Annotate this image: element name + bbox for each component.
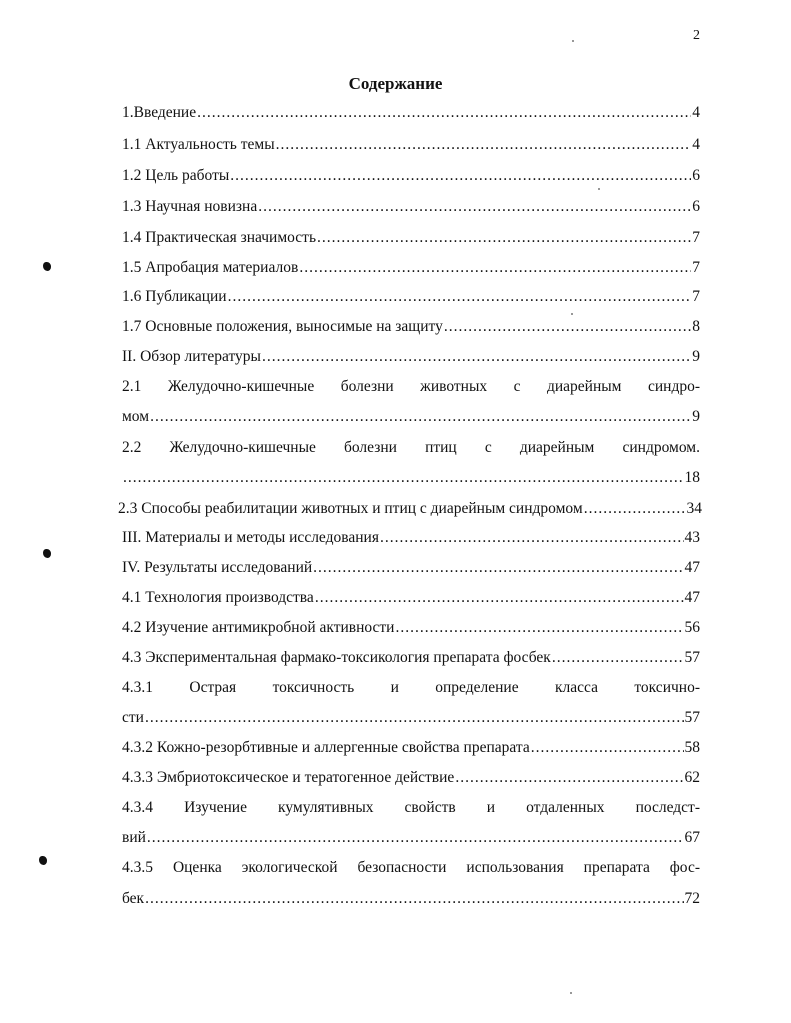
toc-entry-text: 4.2 Изучение антимикробной активности <box>122 619 395 636</box>
toc-entry-4-3-5-line1: 4.3.5 Оценка экологической безопасности использования препарата фос- <box>122 859 700 876</box>
toc-entry-page: 57 <box>684 649 700 666</box>
toc-entry-2-1-line1: 2.1 Желудочно-кишечные болезни животных с диарейным синдро- <box>122 378 700 395</box>
scan-speck <box>572 40 574 42</box>
toc-entry-text: сти <box>122 709 144 726</box>
toc-entry-page: 8 <box>692 318 700 335</box>
toc-entry-text: 1.4 Практическая значимость <box>122 229 317 246</box>
scan-speck <box>598 188 600 190</box>
toc-entry-1-2 <box>122 165 700 187</box>
leader-dots <box>455 767 683 789</box>
toc-entry-1-6 <box>122 286 700 308</box>
toc-entry-page: 58 <box>684 739 700 756</box>
toc-entry-page: 9 <box>692 408 700 425</box>
toc-entry-1-7 <box>122 316 700 338</box>
toc-entry-page: 56 <box>684 619 700 636</box>
toc-entry-text: мом <box>122 408 150 425</box>
scan-speck <box>570 992 572 994</box>
toc-entry-text: 1.1 Актуальность темы <box>122 136 275 153</box>
toc-entry-text: бек <box>122 890 145 907</box>
leader-dots <box>584 498 686 520</box>
leader-dots <box>276 134 692 156</box>
toc-entry-page: 72 <box>684 890 700 907</box>
page-number: 2 <box>693 28 700 43</box>
scan-speck <box>43 262 51 271</box>
toc-entry-2-2-line2 <box>122 467 700 489</box>
toc-entry-4-3-1-line2 <box>122 707 700 729</box>
toc-entry-4-3-2 <box>122 737 700 759</box>
toc-entry-1-3 <box>122 196 700 218</box>
leader-dots <box>197 102 691 124</box>
toc-entry-intro <box>122 102 700 124</box>
toc-entry-4-3-4-line1: 4.3.4 Изучение кумулятивных свойств и отдаленных последст- <box>122 799 700 816</box>
toc-entry-4-3-1-line1: 4.3.1 Острая токсичность и определение класса токсично- <box>122 679 700 696</box>
scan-speck <box>43 549 51 558</box>
toc-entry-page: 7 <box>692 288 700 305</box>
toc-entry-text: 4.3.3 Эмбриотоксическое и тератогенное действие <box>122 769 455 786</box>
toc-entry-page: 57 <box>684 709 700 726</box>
toc-entry-4-3 <box>122 647 700 669</box>
leader-dots <box>258 196 691 218</box>
toc-entry-4-3-3 <box>122 767 700 789</box>
toc-entry-page: 43 <box>684 529 700 546</box>
leader-dots <box>145 707 684 729</box>
toc-entry-chapter-4 <box>122 557 700 579</box>
toc-entry-4-1 <box>122 587 700 609</box>
toc-entry-page: 7 <box>692 229 700 246</box>
toc-title: Содержание <box>348 74 443 93</box>
toc-entry-text: 1.3 Научная новизна <box>122 198 258 215</box>
leader-dots <box>313 557 683 579</box>
leader-dots <box>380 527 684 549</box>
leader-dots <box>299 257 691 279</box>
toc-entry-page: 18 <box>684 469 700 486</box>
leader-dots <box>123 467 684 489</box>
toc-entry-text: 4.3.2 Кожно-резорбтивные и аллергенные свойства препарата <box>122 739 530 756</box>
toc-entry-chapter-2 <box>122 346 700 368</box>
toc-entry-text: 1.5 Апробация материалов <box>122 259 299 276</box>
toc-entry-page: 47 <box>684 589 700 606</box>
toc-entry-4-3-5-line2 <box>122 888 700 910</box>
toc-entry-2-1-line2 <box>122 406 700 428</box>
scan-speck <box>571 313 573 315</box>
toc-entry-text: III. Материалы и методы исследования <box>122 529 379 546</box>
toc-entry-page: 34 <box>686 500 702 517</box>
leader-dots <box>531 737 684 759</box>
toc-entry-text: 2.3 Способы реабилитации животных и птиц с диарейным синдромом <box>118 500 583 517</box>
toc-entry-page: 4 <box>692 136 700 153</box>
leader-dots <box>552 647 684 669</box>
scan-speck <box>39 856 47 865</box>
toc-entry-text: 4.1 Технология производства <box>122 589 314 606</box>
toc-entry-text: IV. Результаты исследований <box>122 559 313 576</box>
toc-entry-page: 47 <box>684 559 700 576</box>
toc-entry-1-4 <box>122 227 700 249</box>
toc-entry-1-5 <box>122 257 700 279</box>
toc-entry-text: 1.7 Основные положения, выносимые на защиту <box>122 318 443 335</box>
toc-entry-page: 7 <box>692 259 700 276</box>
leader-dots <box>228 286 692 308</box>
leader-dots <box>444 316 691 338</box>
toc-entry-4-3-4-line2 <box>122 827 700 849</box>
toc-entry-page: 4 <box>692 104 700 121</box>
toc-entry-chapter-3 <box>122 527 700 549</box>
leader-dots <box>315 587 684 609</box>
leader-dots <box>317 227 691 249</box>
toc-entry-page: 6 <box>692 167 700 184</box>
toc-entry-text: 1.6 Публикации <box>122 288 227 305</box>
toc-entry-page: 6 <box>692 198 700 215</box>
toc-entry-page: 9 <box>692 348 700 365</box>
toc-entry-1-1 <box>122 134 700 156</box>
toc-entry-text: 1.Введение <box>122 104 197 121</box>
leader-dots <box>230 165 691 187</box>
toc-entry-text: II. Обзор литературы <box>122 348 261 365</box>
leader-dots <box>147 827 684 849</box>
toc-entry-text: 1.2 Цель работы <box>122 167 230 184</box>
toc-entry-page: 67 <box>684 829 700 846</box>
toc-entry-text: 4.3 Экспериментальная фармако-токсикология препарата фосбек <box>122 649 551 666</box>
leader-dots <box>150 406 691 428</box>
toc-entry-page: 62 <box>684 769 700 786</box>
leader-dots <box>395 617 683 639</box>
leader-dots <box>145 888 683 910</box>
toc-entry-text: вий <box>122 829 146 846</box>
toc-entry-2-3 <box>118 498 702 520</box>
toc-entry-4-2 <box>122 617 700 639</box>
leader-dots <box>262 346 691 368</box>
toc-entry-2-2-line1: 2.2 Желудочно-кишечные болезни птиц с диарейным синдромом. <box>122 439 700 456</box>
